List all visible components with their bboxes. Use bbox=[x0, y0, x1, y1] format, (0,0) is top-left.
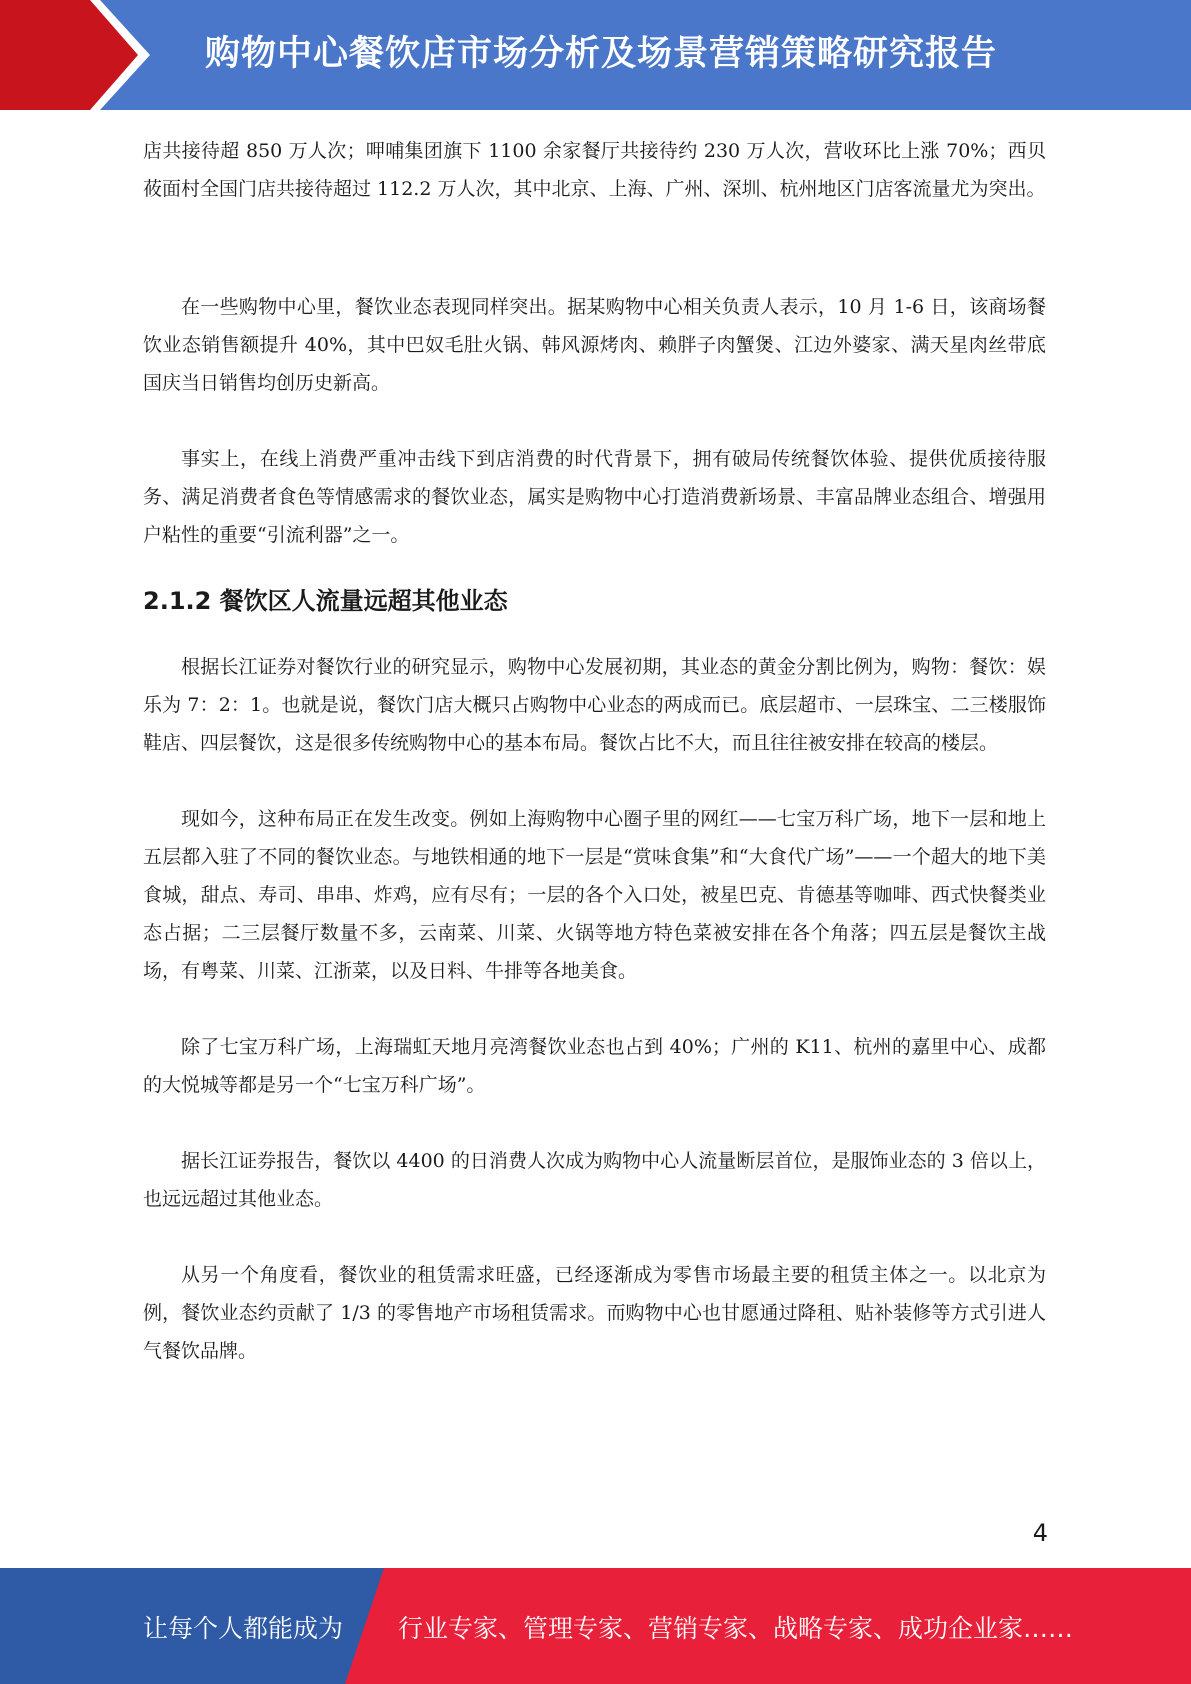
footer-slogan-left: 让每个人都能成为 bbox=[143, 1614, 344, 1643]
paragraph-4: 根据长江证券对餐饮行业的研究显示，购物中心发展初期，其业态的黄金分割比例为，购物：餐饮：娱乐为 7：2：1。也就是说，餐饮门店大概只占购物中心业态的两成而已。底层超市、一层珠宝、二三楼服饰鞋店、四层餐饮，这是很多传统购物中心的基本布局。餐饮占比不大，而且往往被安排在较高的楼层。 bbox=[143, 656, 1046, 754]
paragraph-2: 在一些购物中心里，餐饮业态表现同样突出。据某购物中心相关负责人表示，10 月 1-6 日，该商场餐饮业态销售额提升 40%，其中巴奴毛肚火锅、韩风源烤肉、赖胖子肉蟹煲、江边外婆家、满天星肉丝带底国庆当日销售均创历史新高。 bbox=[143, 296, 1046, 394]
footer-slogan-right: 行业专家、管理专家、营销专家、战略专家、成功企业家…… bbox=[398, 1614, 1074, 1643]
page-number: 4 bbox=[1032, 1519, 1048, 1547]
page-footer bbox=[0, 1568, 1191, 1684]
paragraph-1: 店共接待超 850 万人次；呷哺集团旗下 1100 余家餐厅共接待约 230 万人次，营收环比上涨 70%；西贝莜面村全国门店共接待超过 112.2 万人次，其中北京、上海、广州、深圳、杭州地区门店客流量尤为突出。 bbox=[143, 140, 1046, 200]
paragraph-6: 除了七宝万科广场，上海瑞虹天地月亮湾餐饮业态也占到 40%；广州的 K11、杭州的嘉里中心、成都的大悦城等都是另一个“七宝万科广场”。 bbox=[143, 1036, 1046, 1096]
paragraph-8: 从另一个角度看，餐饮业的租赁需求旺盛，已经逐渐成为零售市场最主要的租赁主体之一。以北京为例，餐饮业态约贡献了 1/3 的零售地产市场租赁需求。而购物中心也甘愿通过降租、贴补装修等方式引进人气餐饮品牌。 bbox=[143, 1264, 1046, 1362]
section-heading: 2.1.2 餐饮区人流量远超其他业态 bbox=[143, 587, 508, 615]
paragraph-3: 事实上，在线上消费严重冲击线下到店消费的时代背景下，拥有破局传统餐饮体验、提供优质接待服务、满足消费者食色等情感需求的餐饮业态，属实是购物中心打造消费新场景、丰富品牌业态组合、增强用户粘性的重要“引流利器”之一。 bbox=[143, 448, 1046, 546]
document-body bbox=[143, 132, 1046, 1370]
paragraph-5: 现如今，这种布局正在发生改变。例如上海购物中心圈子里的网红——七宝万科广场，地下一层和地上五层都入驻了不同的餐饮业态。与地铁相通的地下一层是“赏味食集”和“大食代广场”——一个超大的地下美食城，甜点、寿司、串串、炸鸡，应有尽有；一层的各个入口处，被星巴克、肯德基等咖啡、西式快餐类业态占据；二三层餐厅数量不多，云南菜、川菜、火锅等地方特色菜被安排在各个角落；四五层是餐饮主战场，有粤菜、川菜、江浙菜，以及日料、牛排等各地美食。 bbox=[143, 808, 1046, 982]
paragraph-7: 据长江证券报告，餐饮以 4400 的日消费人次成为购物中心人流量断层首位，是服饰业态的 3 倍以上，也远远超过其他业态。 bbox=[143, 1150, 1046, 1210]
page-header bbox=[0, 0, 1191, 110]
header-title: 购物中心餐饮店市场分析及场景营销策略研究报告 bbox=[205, 34, 998, 74]
